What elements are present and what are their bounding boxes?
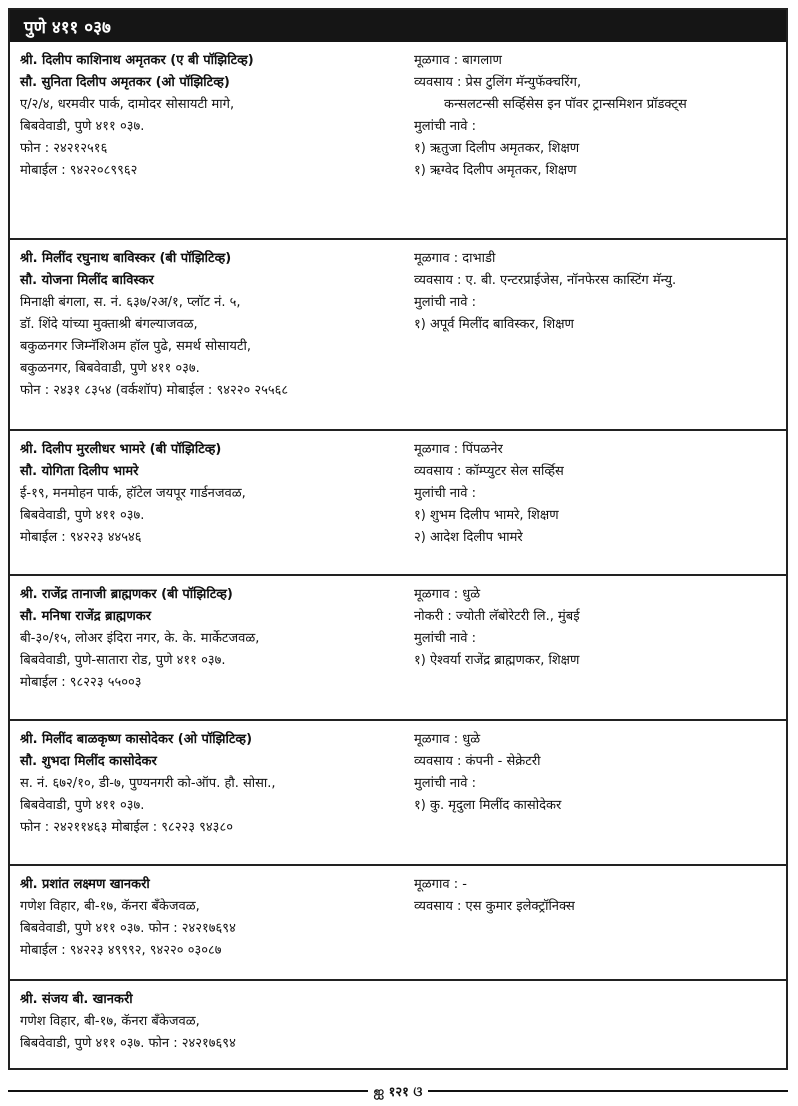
entry-detail: १) ऋग्वेद दिलीप अमृतकर, शिक्षण — [414, 163, 577, 178]
entry-detail: मुलांची नावे : — [414, 631, 477, 646]
entry-detail: २) आदेश दिलीप भामरे — [414, 530, 523, 545]
entry-name: श्री. मिलींद बाळकृष्ण कासोदेकर (ओ पॉझिटिव्ह) — [20, 732, 253, 747]
entry-detail: मूळगाव : धुळे — [414, 587, 481, 602]
entry-name: श्री. संजय बी. खानकरी — [20, 992, 133, 1007]
entry-line: बकुळनगर जिम्नॅशिअम हॉल पुढे, समर्थ सोसायटी, — [20, 339, 252, 354]
entry-details-column — [410, 584, 776, 711]
ornament-right-icon: ଓ — [408, 1084, 423, 1100]
section-header — [10, 10, 786, 42]
entry-detail: मूळगाव : पिंपळनेर — [414, 442, 503, 457]
entry-line: सौ. योगिता दिलीप भामरे — [20, 464, 139, 479]
entry-detail: व्यवसाय : कॉम्प्युटर सेल सर्व्हिस — [414, 464, 564, 479]
page-number-label: १२१ — [388, 1084, 409, 1100]
entry-line: बिबवेवाडी, पुणे ४११ ०३७. — [20, 798, 145, 813]
entry-detail: मूळगाव : धुळे — [414, 732, 481, 747]
directory-entry — [10, 721, 786, 866]
entry-detail: मुलांची नावे : — [414, 486, 477, 501]
entry-line: मोबाईल : ९८२२३ ५५००३ — [20, 675, 142, 690]
directory-entry — [10, 866, 786, 981]
entry-details-column — [410, 50, 776, 230]
entry-line: बिबवेवाडी, पुणे-सातारा रोड, पुणे ४११ ०३७. — [20, 653, 226, 668]
entry-detail: १) कु. मृदुला मिलींद कासोदेकर — [414, 798, 562, 813]
entry-detail: मूळगाव : - — [414, 877, 467, 892]
entry-detail: मूळगाव : बागलाण — [414, 53, 502, 68]
entry-name: श्री. प्रशांत लक्ष्मण खानकरी — [20, 877, 150, 892]
entry-line: बी-३०/१५, लोअर इंदिरा नगर, के. के. मार्केटजवळ, — [20, 631, 260, 646]
entry-line: मिनाक्षी बंगला, स. नं. ६३७/२अ/१, प्लॉट नं. ५, — [20, 295, 241, 310]
footer-rule-left — [8, 1090, 368, 1092]
ornament-left-icon: ஐ — [373, 1084, 389, 1100]
entry-line: बिबवेवाडी, पुणे ४११ ०३७. फोन : २४२१७६९४ — [20, 1036, 236, 1051]
entry-detail: १) शुभम दिलीप भामरे, शिक्षण — [414, 508, 559, 523]
entry-name: श्री. दिलीप मुरलीधर भामरे (बी पॉझिटिव्ह) — [20, 442, 222, 457]
entry-detail: मूळगाव : दाभाडी — [414, 251, 496, 266]
entry-line: डॉ. शिंदे यांच्या मुक्ताश्री बंगल्याजवळ, — [20, 317, 198, 332]
entry-line: गणेश विहार, बी-१७, कॅनरा बँकेजवळ, — [20, 899, 200, 914]
entry-line: सौ. शुभदा मिलींद कासोदेकर — [20, 754, 157, 769]
entry-line: सौ. योजना मिलींद बाविस्कर — [20, 273, 154, 288]
directory-page — [8, 8, 788, 1070]
entries-list — [10, 42, 786, 1096]
entry-name: श्री. मिलींद रघुनाथ बाविस्कर (बी पॉझिटिव्ह) — [20, 251, 232, 266]
entry-line: बकुळनगर, बिबवेवाडी, पुणे ४११ ०३७. — [20, 361, 200, 376]
entry-detail: मुलांची नावे : — [414, 776, 477, 791]
page-number — [368, 1082, 429, 1101]
directory-entry — [10, 42, 786, 240]
entry-details-column — [410, 989, 776, 1088]
entry-line: ई-१९, मनमोहन पार्क, हॉटेल जयपूर गार्डनजवळ, — [20, 486, 246, 501]
entry-line: फोन : २४२११४६३ मोबाईल : ९८२२३ ९४३८० — [20, 820, 233, 835]
entry-details-column — [410, 874, 776, 971]
entry-contact-column — [20, 584, 410, 711]
entry-contact-column — [20, 874, 410, 971]
entry-line: बिबवेवाडी, पुणे ४११ ०३७. फोन : २४२१७६९४ — [20, 921, 236, 936]
entry-line: सौ. सुनिता दिलीप अमृतकर (ओ पॉझिटिव्ह) — [20, 75, 230, 90]
entry-line: बिबवेवाडी, पुणे ४११ ०३७. — [20, 119, 145, 134]
entry-contact-column — [20, 248, 410, 421]
entry-contact-column — [20, 729, 410, 856]
footer-rule-right — [428, 1090, 788, 1092]
entry-name: श्री. राजेंद्र तानाजी ब्राह्मणकर (बी पॉझिटिव्ह) — [20, 587, 233, 602]
section-title: पुणे ४११ ०३७ — [24, 17, 111, 38]
entry-detail: व्यवसाय : एस कुमार इलेक्ट्रॉनिक्स — [414, 899, 575, 914]
entry-line: मोबाईल : ९४२२३ ४४५४६ — [20, 530, 142, 545]
entry-line: स. नं. ६७२/१०, डी-७, पुण्यनगरी को-ऑप. हौ. सोसा., — [20, 776, 276, 791]
entry-detail: व्यवसाय : प्रेस टुलिंग मॅन्युफॅक्चरिंग, — [414, 75, 582, 90]
entry-details-column — [410, 439, 776, 566]
entry-line: गणेश विहार, बी-१७, कॅनरा बँकेजवळ, — [20, 1014, 200, 1029]
directory-entry — [10, 576, 786, 721]
entry-detail: व्यवसाय : कंपनी - सेक्रेटरी — [414, 754, 541, 769]
directory-entry — [10, 240, 786, 431]
entry-details-column — [410, 248, 776, 421]
entry-line: ए/२/४, धरमवीर पार्क, दामोदर सोसायटी मागे, — [20, 97, 235, 112]
entry-contact-column — [20, 439, 410, 566]
entry-detail: १) ऐश्वर्या राजेंद्र ब्राह्मणकर, शिक्षण — [414, 653, 580, 668]
entry-detail: कन्सलटन्सी सर्व्हिसेस इन पॉवर ट्रान्समिशन प्रॉडक्ट्स — [444, 97, 687, 112]
entry-line: बिबवेवाडी, पुणे ४११ ०३७. — [20, 508, 145, 523]
entry-contact-column — [20, 50, 410, 230]
page-footer — [8, 1082, 788, 1100]
entry-detail: नोकरी : ज्योती लॅबोरेटरी लि., मुंबई — [414, 609, 580, 624]
entry-contact-column — [20, 989, 410, 1088]
entry-line: मोबाईल : ९४२२३ ४९९९२, ९४२२० ०३०८७ — [20, 943, 222, 958]
entry-detail: मुलांची नावे : — [414, 119, 477, 134]
entry-line: फोन : २४२१२५१६ — [20, 141, 108, 156]
entry-line: फोन : २४३१ ८३५४ (वर्कशॉप) मोबाईल : ९४२२० २५५६८ — [20, 383, 289, 398]
entry-name: श्री. दिलीप काशिनाथ अमृतकर (ए बी पॉझिटिव्ह) — [20, 53, 254, 68]
entry-detail: व्यवसाय : ए. बी. एन्टरप्राईजेस, नॉनफेरस कास्टिंग मॅन्यु. — [414, 273, 677, 288]
entry-details-column — [410, 729, 776, 856]
directory-entry — [10, 981, 786, 1096]
entry-detail: १) ऋतुजा दिलीप अमृतकर, शिक्षण — [414, 141, 580, 156]
entry-detail: १) अपूर्व मिलींद बाविस्कर, शिक्षण — [414, 317, 574, 332]
entry-detail: मुलांची नावे : — [414, 295, 477, 310]
entry-line: मोबाईल : ९४२२०८९९६२ — [20, 163, 138, 178]
entry-line: सौ. मनिषा राजेंद्र ब्राह्मणकर — [20, 609, 152, 624]
directory-entry — [10, 431, 786, 576]
